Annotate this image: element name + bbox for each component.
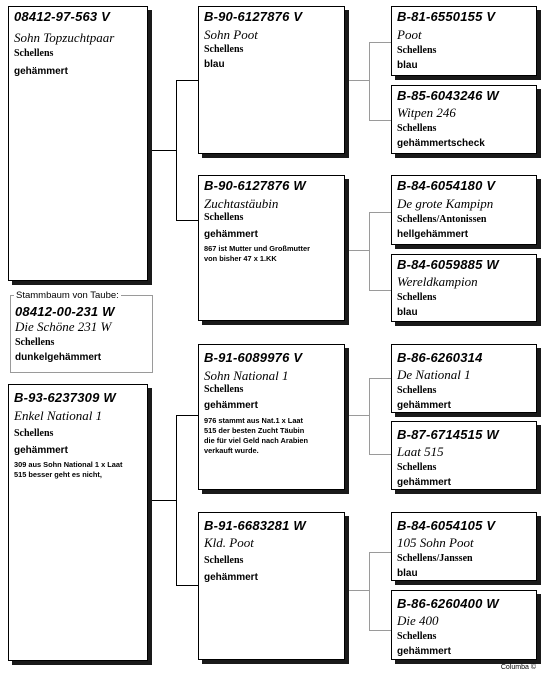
breeder: Schellens: [397, 123, 437, 134]
ring-number: B-84-6054180 V: [397, 178, 496, 193]
ring-number: 08412-97-563 V: [14, 9, 111, 24]
breeder: Schellens: [204, 212, 244, 223]
breeder: Schellens: [204, 384, 244, 395]
great-grandparent-card[interactable]: [391, 254, 537, 322]
ring-number: B-86-6260400 W: [397, 596, 499, 611]
pigeon-name: Zuchtastäubin: [204, 196, 279, 211]
great-grandparent-card[interactable]: [391, 85, 537, 154]
pigeon-name: Witpen 246: [397, 105, 456, 120]
ring-number: 08412-00-231 W: [15, 304, 115, 319]
ring-number: B-93-6237309 W: [14, 390, 116, 405]
ring-number: B-81-6550155 V: [397, 9, 496, 24]
mother-card[interactable]: [8, 384, 148, 661]
ring-number: B-86-6260314: [397, 350, 483, 365]
great-grandparent-card[interactable]: [391, 590, 537, 660]
pigeon-color: dunkelgehämmert: [15, 352, 102, 363]
ring-number: B-84-6059885 W: [397, 257, 499, 272]
pigeon-name: De grote Kampipn: [397, 196, 494, 211]
maternal-grandfather-card[interactable]: [198, 344, 345, 490]
breeder: Schellens/Antonissen: [397, 214, 487, 225]
breeder: Schellens: [204, 555, 244, 566]
great-grandparent-card[interactable]: [391, 175, 537, 245]
pigeon-name: Kld. Poot: [204, 535, 254, 550]
paternal-grandmother-card[interactable]: [198, 175, 345, 321]
ring-number: B-90-6127876 W: [204, 178, 306, 193]
pigeon-color: blau: [397, 60, 418, 71]
pigeon-name: Wereldkampion: [397, 274, 478, 289]
pigeon-color: gehämmert: [397, 646, 451, 657]
father-card[interactable]: [8, 6, 148, 281]
breeder: Schellens: [14, 428, 54, 439]
great-grandparent-card[interactable]: [391, 344, 537, 413]
breeder: Schellens: [397, 385, 437, 396]
breeder: Schellens: [397, 292, 437, 303]
great-grandparent-card[interactable]: [391, 6, 537, 76]
pigeon-name: Laat 515: [397, 444, 444, 459]
breeder: Schellens: [14, 48, 54, 59]
pigeon-name: Sohn Poot: [204, 27, 258, 42]
pigeon-color: blau: [397, 568, 418, 579]
pigeon-name: De National 1: [397, 367, 471, 382]
pigeon-name: Poot: [397, 27, 422, 42]
pigeon-note: 867 ist Mutter und Großmutter von bisher 47 x 1.KK: [204, 244, 310, 263]
pigeon-name: Die Schöne 231 W: [15, 319, 112, 334]
paternal-grandfather-card[interactable]: [198, 6, 345, 154]
pigeon-name: Enkel National 1: [14, 408, 103, 423]
breeder: Schellens: [397, 631, 437, 642]
breeder: Schellens/Janssen: [397, 553, 473, 564]
pigeon-name: Sohn National 1: [204, 368, 289, 383]
great-grandparent-card[interactable]: [391, 512, 537, 581]
pigeon-color: gehämmert: [397, 477, 451, 488]
ring-number: B-87-6714515 W: [397, 427, 499, 442]
pigeon-color: gehämmertscheck: [397, 138, 485, 149]
pigeon-name: 105 Sohn Poot: [397, 535, 474, 550]
maternal-grandmother-card[interactable]: [198, 512, 345, 660]
ring-number: B-84-6054105 V: [397, 518, 496, 533]
ring-number: B-90-6127876 V: [204, 9, 303, 24]
pigeon-note: 309 aus Sohn National 1 x Laat 515 besser geht es nicht,: [14, 460, 123, 479]
pigeon-color: gehämmert: [204, 229, 258, 240]
ring-number: B-91-6683281 W: [204, 518, 306, 533]
pigeon-note: 976 stammt aus Nat.1 x Laat 515 der besten Zucht Täubin die für viel Geld nach Arabien verkauft wurde.: [204, 416, 309, 455]
pigeon-color: gehämmert: [204, 400, 258, 411]
breeder: Schellens: [15, 337, 55, 348]
subject-card[interactable]: [10, 298, 151, 371]
pigeon-name: Sohn Topzuchtpaar: [14, 30, 115, 45]
pigeon-color: gehämmert: [204, 572, 258, 583]
ring-number: B-91-6089976 V: [204, 350, 303, 365]
breeder: Schellens: [204, 44, 244, 55]
ring-number: B-85-6043246 W: [397, 88, 499, 103]
pigeon-color: blau: [204, 59, 225, 70]
pigeon-color: gehämmert: [14, 445, 68, 456]
breeder: Schellens: [397, 45, 437, 56]
pedigree-title: Stammbaum von Taube:: [16, 290, 119, 301]
breeder: Schellens: [397, 462, 437, 473]
footer-credit: Columba ©: [500, 664, 536, 671]
pigeon-color: gehämmert: [397, 400, 451, 411]
pigeon-name: Die 400: [397, 613, 439, 628]
pigeon-color: hellgehämmert: [397, 229, 469, 240]
great-grandparent-card[interactable]: [391, 421, 537, 490]
pigeon-color: blau: [397, 307, 418, 318]
pigeon-color: gehämmert: [14, 66, 68, 77]
